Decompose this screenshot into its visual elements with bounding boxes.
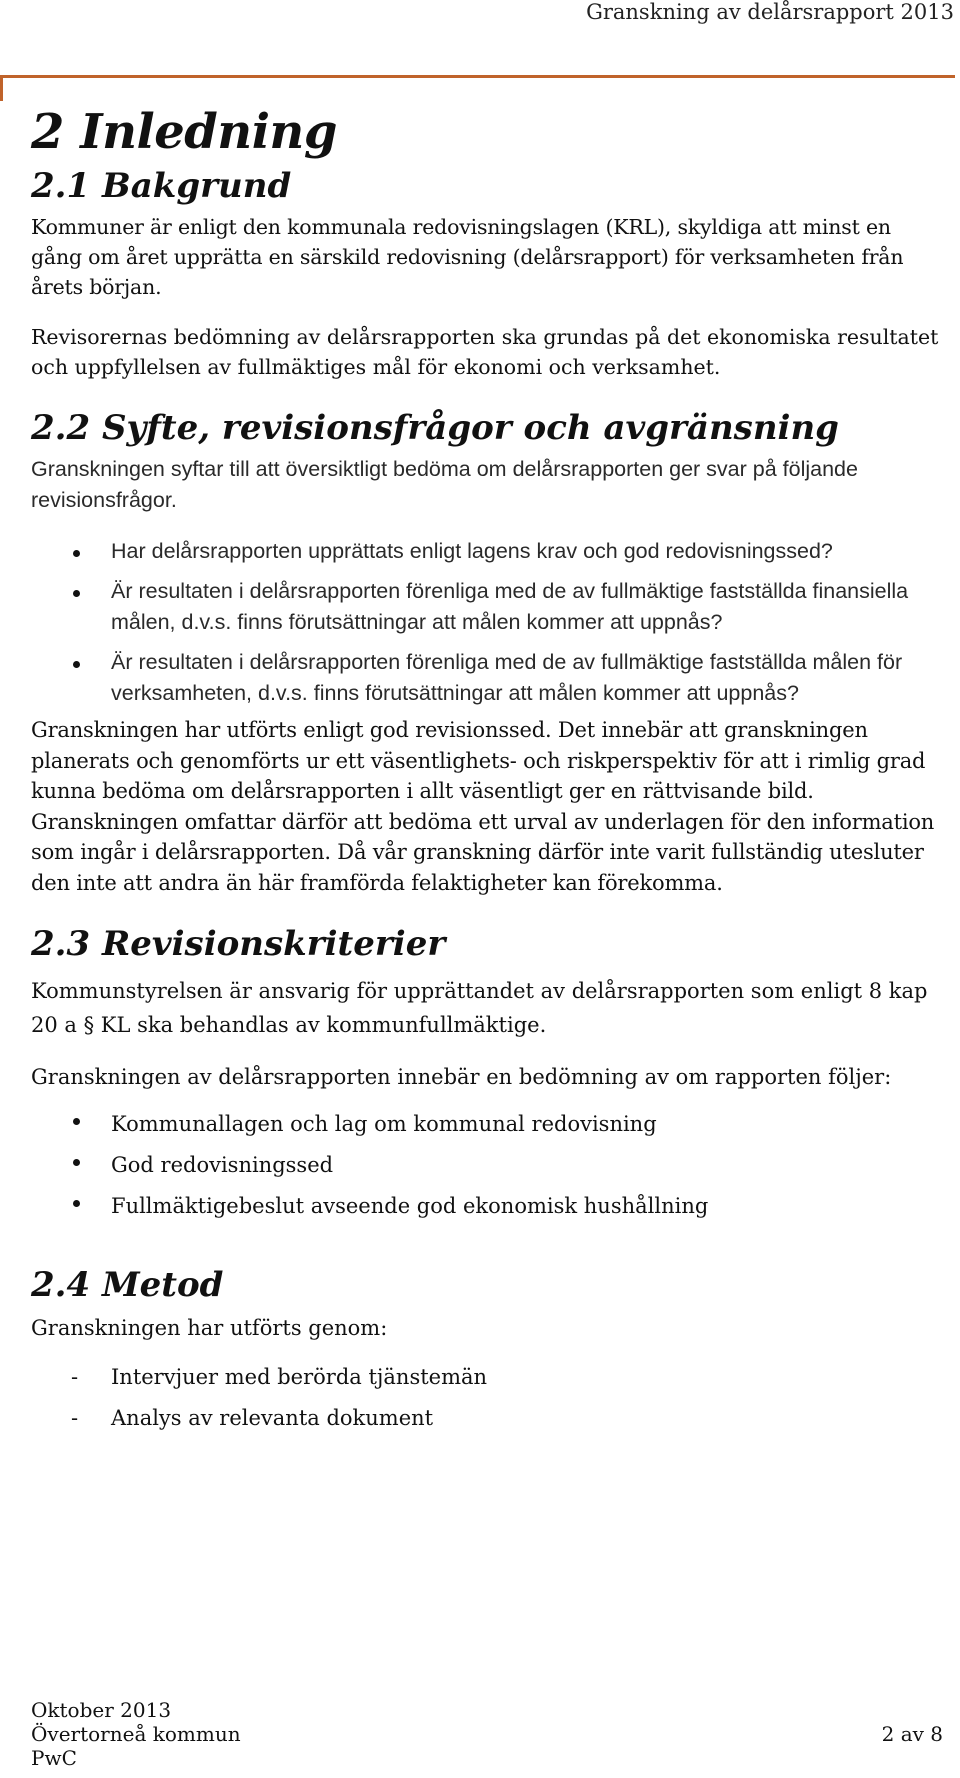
kriterier-paragraph-2: Granskningen av delårsrapporten innebär en bedömning av om rapporten följer:: [31, 1065, 892, 1089]
header-corner-mark: [0, 75, 3, 101]
list-item: Är resultaten i delårsrapporten förenliga med de av fullmäktige fastställda målen för verksamheten, d.v.s. finns förutsättningar att målen kommer att uppnås?: [31, 647, 943, 709]
metod-intro: Granskningen har utförts genom:: [31, 1316, 388, 1340]
page-footer: [31, 1698, 943, 1770]
bakgrund-paragraph-2: Revisorernas bedömning av delårsrapporten ska grundas på det ekonomiska resultatet och uppfyllelsen av fullmäktiges mål för ekonomi och verksamhet.: [31, 325, 939, 379]
footer-organisation: Övertorneå kommun: [31, 1722, 241, 1746]
page-content: [31, 102, 943, 1439]
list-item: Är resultaten i delårsrapporten förenliga med de av fullmäktige fastställda finansiella målen, d.v.s. finns förutsättningar att målen kommer att uppnås?: [31, 576, 943, 638]
footer-date: Oktober 2013: [31, 1698, 172, 1722]
list-item: God redovisningssed: [31, 1145, 943, 1186]
list-item: Fullmäktigebeslut avseende god ekonomisk hushållning: [31, 1186, 943, 1227]
syfte-body: Granskningen har utförts enligt god revisionssed. Det innebär att granskningen planerats och genomförts ur ett väsentlighets- och riskperspektiv för att i rimlig grad kunna bedöma om delårsrapporten i allt väsentligt ger en rättvisande bild. Granskningen omfattar därför att bedöma ett urval av underlagen för den information som ingår i delårsrapporten. Då vår granskning därför inte varit fullständig utesluter den inte att andra än här framförda felaktigheter kan förekomma.: [31, 718, 935, 895]
metod-list: [31, 1357, 943, 1439]
bakgrund-paragraph-1: Kommuner är enligt den kommunala redovisningslagen (KRL), skyldiga att minst en gång om året upprätta en särskild redovisning (delårsrapport) för verksamheten från årets början.: [31, 215, 904, 299]
list-item: Har delårsrapporten upprättats enligt lagens krav och god redovisningssed?: [31, 536, 943, 567]
revision-questions-list: [31, 536, 943, 709]
page-number: 2 av 8: [881, 1722, 943, 1746]
kriterier-list: [31, 1104, 943, 1227]
section-heading-revisionskriterier: 2.3 Revisionskriterier: [31, 924, 446, 964]
section-heading-syfte: 2.2 Syfte, revisionsfrågor och avgränsning: [31, 408, 839, 448]
list-item: - Analys av relevanta dokument: [31, 1398, 943, 1439]
kriterier-paragraph-1: Kommunstyrelsen är ansvarig för upprättandet av delårsrapporten som enligt 8 kap 20 a § KL ska behandlas av kommunfullmäktige.: [31, 979, 928, 1037]
running-header: Granskning av delårsrapport 2013: [586, 0, 954, 24]
section-heading-bakgrund: 2.1 Bakgrund: [31, 166, 292, 206]
footer-company: PwC: [31, 1746, 77, 1770]
section-heading-metod: 2.4 Metod: [31, 1265, 224, 1305]
list-item: - Intervjuer med berörda tjänstemän: [31, 1357, 943, 1398]
header-rule: [0, 75, 955, 78]
syfte-intro: Granskningen syftar till att översiktligt bedöma om delårsrapporten ger svar på följande revisionsfrågor.: [31, 457, 858, 512]
chapter-heading: 2 Inledning: [31, 104, 337, 160]
list-item: Kommunallagen och lag om kommunal redovisning: [31, 1104, 943, 1145]
